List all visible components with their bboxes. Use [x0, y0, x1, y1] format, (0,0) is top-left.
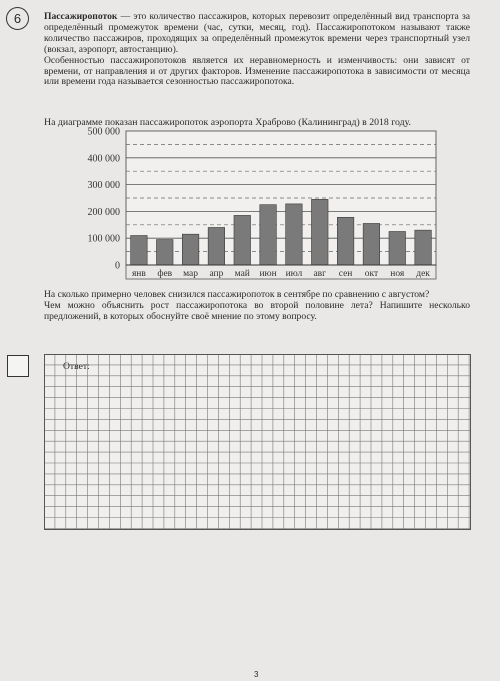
- bar-авг: [311, 199, 328, 265]
- question-1: На сколько примерно человек снизился пассажиропоток в сентябре по сравнению с августом?: [44, 289, 430, 300]
- task-number-badge: 6: [6, 7, 29, 30]
- y-tick-label: 500 000: [87, 126, 120, 138]
- x-tick-label: дек: [416, 269, 430, 279]
- bar-июн: [260, 205, 277, 265]
- bar-янв: [131, 236, 148, 265]
- x-tick-label: июн: [259, 269, 277, 279]
- bar-дек: [415, 230, 432, 265]
- chart-caption: На диаграмме показан пассажиропоток аэропорта Храброво (Калининград) в 2018 году.: [44, 117, 412, 128]
- x-tick-label: май: [234, 269, 250, 279]
- intro-paragraph-2: Особенностью пассажиропотоков является их неравномерность и изменчивость: они зависят от времени, от направления и от других факторов. Изменение пассажиропотока в зависимости от месяца или времени года называется сезонностью пассажиропотока.: [44, 54, 470, 88]
- x-tick-label: сен: [338, 269, 353, 279]
- bar-ноя: [389, 232, 406, 266]
- bar-июл: [286, 204, 303, 265]
- passenger-flow-chart: [0, 0, 500, 285]
- y-tick-label: 100 000: [87, 233, 120, 245]
- intro-definition: — это количество пассажиров, которых перевозит определённый вид транспорта за определённый промежуток времени (час, сутки, месяц, год). Пассажиропотоком называют также количество пассажиров, проходящих за определённый промежуток времени через транспортный узел (вокзал, аэропорт, автостанцию).: [44, 11, 470, 55]
- y-tick-label: 0: [115, 260, 120, 272]
- answer-checkbox[interactable]: [7, 355, 29, 377]
- x-tick-label: ноя: [390, 269, 405, 279]
- bar-окт: [363, 223, 380, 265]
- x-tick-label: окт: [364, 269, 379, 279]
- x-tick-label: июл: [285, 269, 303, 279]
- grid-background: [44, 354, 471, 530]
- page-number: 3: [254, 670, 259, 679]
- answer-label: Ответ:: [63, 361, 90, 372]
- x-tick-label: фев: [157, 269, 173, 279]
- x-tick-label: янв: [131, 269, 146, 279]
- x-tick-label: авг: [313, 269, 327, 279]
- y-tick-label: 400 000: [87, 153, 120, 165]
- question-2: Чем можно объяснить рост пассажиропотока во второй половине лета? Напишите несколько предложений, в которых обоснуйте своё мнение по этому вопросу.: [44, 300, 470, 323]
- x-tick-label: мар: [183, 269, 199, 279]
- y-tick-label: 200 000: [87, 206, 120, 218]
- bar-мар: [182, 234, 199, 265]
- x-tick-label: апр: [209, 269, 224, 279]
- answer-grid[interactable]: [44, 354, 471, 530]
- questions: [44, 289, 470, 323]
- y-tick-label: 300 000: [87, 180, 120, 192]
- intro-term: Пассажиропоток: [44, 11, 118, 22]
- bar-фев: [156, 240, 173, 265]
- bar-май: [234, 215, 251, 265]
- bar-сен: [337, 217, 354, 265]
- bar-апр: [208, 227, 225, 265]
